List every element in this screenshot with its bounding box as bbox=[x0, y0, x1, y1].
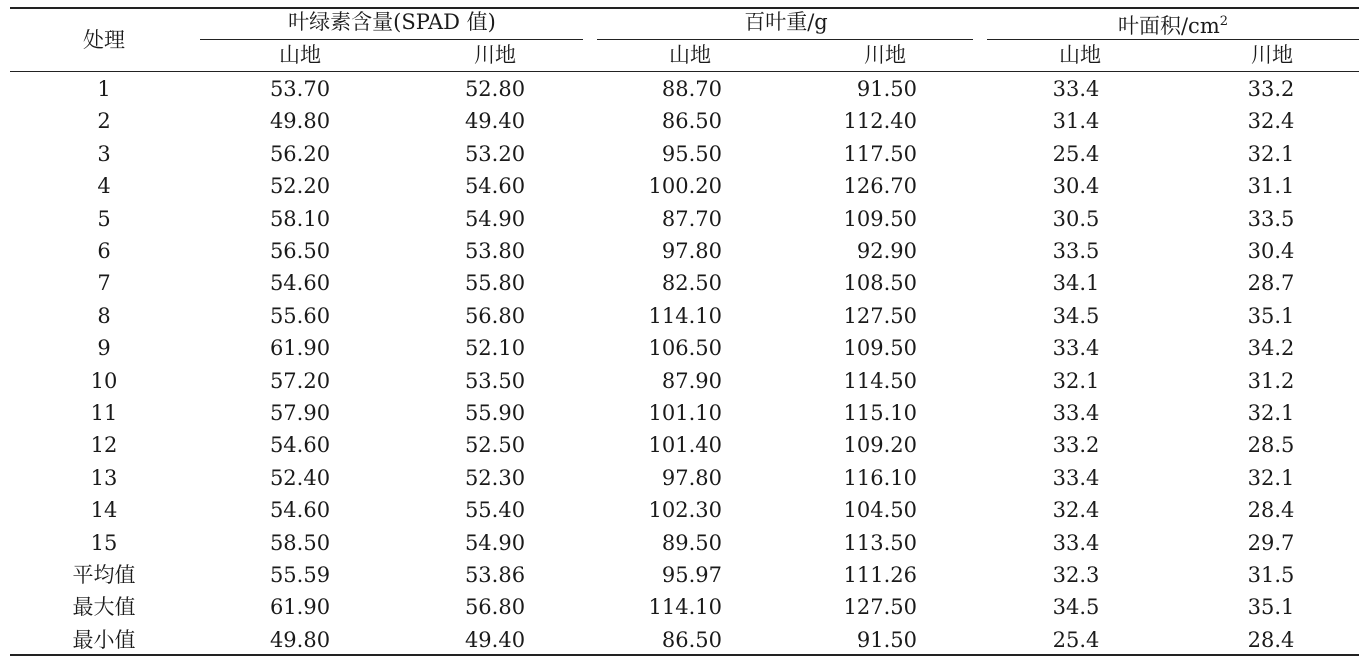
table-cell: 111.26 bbox=[843, 563, 917, 587]
table-cell: 61.90 bbox=[269, 595, 331, 620]
table-cell: 33.4 bbox=[1052, 77, 1100, 101]
row-label: 11 bbox=[90, 401, 118, 425]
table-cell: 32.3 bbox=[1052, 563, 1100, 587]
subheader-river: 川地 bbox=[864, 43, 906, 67]
table-cell: 126.70 bbox=[843, 174, 917, 199]
row-label: 15 bbox=[90, 530, 118, 555]
table-cell: 25.4 bbox=[1052, 141, 1100, 166]
table-cell: 114.10 bbox=[648, 303, 722, 328]
table-cell: 113.50 bbox=[843, 530, 917, 555]
table-cell: 89.50 bbox=[661, 530, 722, 555]
table-cell: 28.7 bbox=[1247, 271, 1295, 296]
row-label: 1 bbox=[97, 77, 111, 101]
table-cell: 31.1 bbox=[1247, 174, 1295, 199]
table-cell: 109.50 bbox=[843, 336, 917, 361]
row-label: 平均值 bbox=[72, 563, 136, 587]
table-cell: 52.20 bbox=[269, 174, 331, 199]
table-cell: 25.4 bbox=[1052, 627, 1100, 652]
table-cell: 95.97 bbox=[661, 563, 722, 587]
row-label: 5 bbox=[97, 206, 111, 231]
group-rule-chlorophyll bbox=[200, 39, 583, 40]
header-leaf-area bbox=[1118, 6, 1228, 38]
table-cell: 56.80 bbox=[464, 595, 526, 620]
table-cell: 33.4 bbox=[1052, 530, 1100, 555]
table-cell: 53.86 bbox=[464, 563, 526, 587]
table-cell: 86.50 bbox=[661, 109, 722, 134]
table-cell: 34.5 bbox=[1052, 595, 1100, 620]
table-cell: 115.10 bbox=[843, 401, 917, 425]
table-cell: 91.50 bbox=[856, 77, 917, 101]
table-cell: 32.1 bbox=[1247, 401, 1295, 425]
table-cell: 54.60 bbox=[269, 498, 331, 523]
table-cell: 109.50 bbox=[843, 206, 917, 231]
table-cell: 116.10 bbox=[843, 465, 917, 490]
table-cell: 30.4 bbox=[1052, 174, 1100, 199]
table-cell: 53.50 bbox=[464, 368, 526, 393]
row-label: 最大值 bbox=[72, 595, 136, 620]
table-cell: 55.59 bbox=[269, 563, 331, 587]
table-cell: 49.40 bbox=[464, 627, 526, 652]
table-cell: 30.5 bbox=[1052, 206, 1100, 231]
table-cell: 52.40 bbox=[269, 465, 331, 490]
table-cell: 114.10 bbox=[648, 595, 722, 620]
table-cell: 31.4 bbox=[1052, 109, 1100, 134]
table-cell: 32.1 bbox=[1247, 465, 1295, 490]
table-cell: 35.1 bbox=[1247, 303, 1295, 328]
table-cell: 97.80 bbox=[661, 465, 722, 490]
header-bottom-rule bbox=[10, 71, 1359, 72]
row-label: 最小值 bbox=[72, 627, 136, 652]
table-cell: 31.2 bbox=[1247, 368, 1295, 393]
subheader-mountain: 山地 bbox=[279, 43, 321, 67]
row-label: 14 bbox=[90, 498, 118, 523]
table-cell: 33.5 bbox=[1247, 206, 1295, 231]
table-cell: 53.20 bbox=[464, 141, 526, 166]
table-cell: 52.30 bbox=[464, 465, 526, 490]
table-cell: 55.40 bbox=[464, 498, 526, 523]
table-cell: 29.7 bbox=[1247, 530, 1295, 555]
table-cell: 30.4 bbox=[1247, 239, 1295, 263]
table-cell: 35.1 bbox=[1247, 595, 1295, 620]
table-cell: 101.10 bbox=[648, 401, 722, 425]
table-cell: 95.50 bbox=[661, 141, 722, 166]
table-cell: 56.20 bbox=[269, 141, 331, 166]
table-cell: 32.1 bbox=[1052, 368, 1100, 393]
table-cell: 54.60 bbox=[464, 174, 526, 199]
table-cell: 34.1 bbox=[1052, 271, 1100, 296]
row-label: 9 bbox=[97, 336, 111, 361]
table-cell: 33.2 bbox=[1247, 77, 1295, 101]
table-cell: 57.20 bbox=[269, 368, 331, 393]
table-cell: 33.4 bbox=[1052, 336, 1100, 361]
header-leaf-area-text: 叶面积/cm bbox=[1117, 14, 1220, 38]
group-rule-leaf-area bbox=[987, 39, 1359, 40]
subheader-river: 川地 bbox=[474, 43, 516, 67]
table-cell: 100.20 bbox=[648, 174, 722, 199]
table-cell: 87.90 bbox=[661, 368, 722, 393]
table-cell: 127.50 bbox=[843, 303, 917, 328]
header-treatment: 处理 bbox=[83, 28, 125, 52]
row-label: 3 bbox=[97, 141, 111, 166]
table-cell: 104.50 bbox=[843, 498, 917, 523]
table-cell: 28.4 bbox=[1247, 498, 1295, 523]
table-cell: 117.50 bbox=[843, 141, 917, 166]
table-cell: 114.50 bbox=[843, 368, 917, 393]
table-cell: 108.50 bbox=[843, 271, 917, 296]
table-cell: 52.80 bbox=[464, 77, 526, 101]
subheader-mountain: 山地 bbox=[669, 43, 711, 67]
table-cell: 33.4 bbox=[1052, 401, 1100, 425]
table-cell: 109.20 bbox=[843, 433, 917, 458]
subheader-river: 川地 bbox=[1251, 43, 1293, 67]
table-cell: 86.50 bbox=[661, 627, 722, 652]
table-cell: 32.4 bbox=[1247, 109, 1295, 134]
table-cell: 55.90 bbox=[464, 401, 526, 425]
header-chlorophyll-content: 叶绿素含量(SPAD 值) bbox=[288, 10, 496, 34]
table-cell: 34.5 bbox=[1052, 303, 1100, 328]
table-cell: 49.40 bbox=[464, 109, 526, 134]
table-cell: 82.50 bbox=[661, 271, 722, 296]
table-cell: 92.90 bbox=[856, 239, 917, 263]
table-cell: 52.50 bbox=[464, 433, 526, 458]
table-cell: 58.50 bbox=[269, 530, 331, 555]
header-hundred-leaf-weight: 百叶重/g bbox=[744, 10, 828, 34]
table-cell: 91.50 bbox=[856, 627, 917, 652]
table-cell: 101.40 bbox=[648, 433, 722, 458]
table-cell: 58.10 bbox=[269, 206, 331, 231]
table-cell: 32.4 bbox=[1052, 498, 1100, 523]
row-label: 4 bbox=[97, 174, 111, 199]
row-label: 12 bbox=[90, 433, 118, 458]
table-cell: 33.2 bbox=[1052, 433, 1100, 458]
row-label: 7 bbox=[97, 271, 111, 296]
table-cell: 28.4 bbox=[1247, 627, 1295, 652]
table-cell: 87.70 bbox=[661, 206, 722, 231]
table-cell: 54.90 bbox=[464, 206, 526, 231]
table-cell: 127.50 bbox=[843, 595, 917, 620]
row-label: 2 bbox=[97, 109, 111, 134]
table-cell: 54.60 bbox=[269, 433, 331, 458]
table-cell: 56.50 bbox=[269, 239, 331, 263]
table-cell: 54.60 bbox=[269, 271, 331, 296]
table-cell: 54.90 bbox=[464, 530, 526, 555]
table-cell: 52.10 bbox=[464, 336, 526, 361]
table-cell: 31.5 bbox=[1247, 563, 1295, 587]
table-cell: 49.80 bbox=[269, 109, 331, 134]
table-cell: 57.90 bbox=[269, 401, 331, 425]
table-cell: 102.30 bbox=[648, 498, 722, 523]
table-cell: 33.4 bbox=[1052, 465, 1100, 490]
header-leaf-area-sup: 2 bbox=[1219, 14, 1229, 29]
table-cell: 61.90 bbox=[269, 336, 331, 361]
table-cell: 106.50 bbox=[648, 336, 722, 361]
table-cell: 53.70 bbox=[269, 77, 331, 101]
table-cell: 55.80 bbox=[464, 271, 526, 296]
table-cell: 53.80 bbox=[464, 239, 526, 263]
table-cell: 56.80 bbox=[464, 303, 526, 328]
table-cell: 49.80 bbox=[269, 627, 331, 652]
table-cell: 55.60 bbox=[269, 303, 331, 328]
table-cell: 112.40 bbox=[843, 109, 917, 134]
group-rule-leaf-weight bbox=[597, 39, 973, 40]
table-cell: 28.5 bbox=[1247, 433, 1295, 458]
table-cell: 33.5 bbox=[1052, 239, 1100, 263]
table-cell: 88.70 bbox=[661, 77, 722, 101]
table-cell: 32.1 bbox=[1247, 141, 1295, 166]
table-cell: 97.80 bbox=[661, 239, 722, 263]
row-label: 10 bbox=[90, 368, 118, 393]
row-label: 13 bbox=[90, 465, 118, 490]
subheader-mountain: 山地 bbox=[1059, 43, 1101, 67]
row-label: 8 bbox=[97, 303, 111, 328]
table-cell: 34.2 bbox=[1247, 336, 1295, 361]
row-label: 6 bbox=[97, 239, 111, 263]
